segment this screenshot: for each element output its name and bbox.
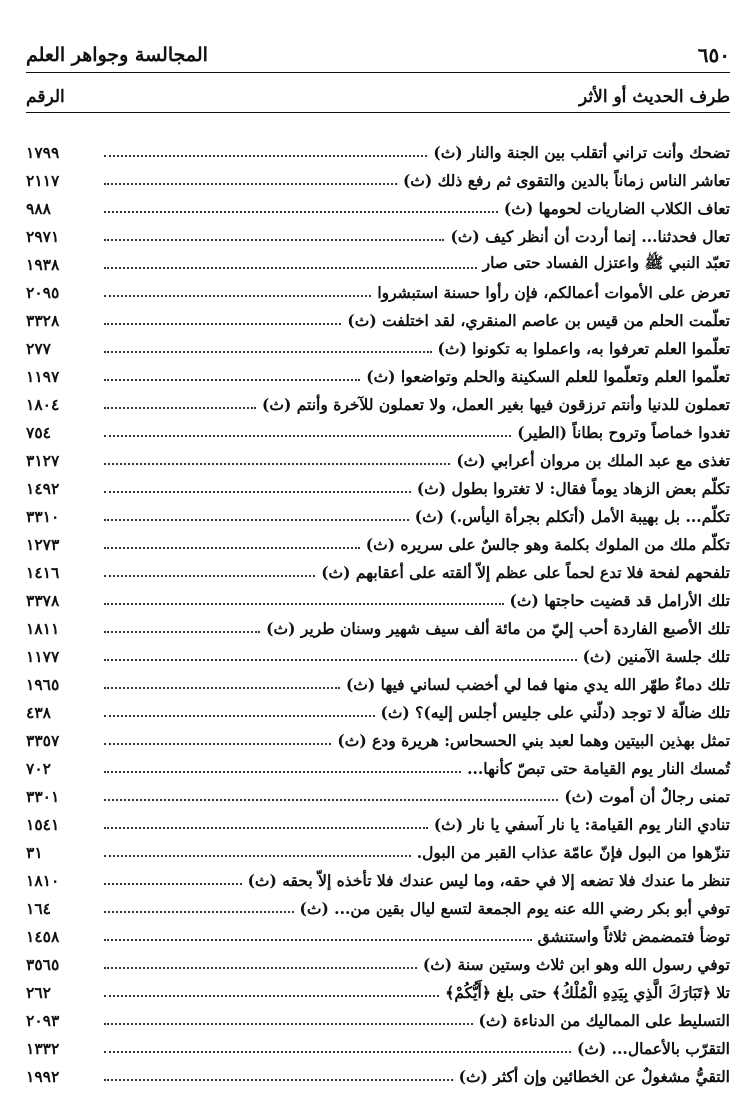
index-row <box>26 754 730 782</box>
dot-leader <box>104 575 315 577</box>
index-row <box>26 362 730 390</box>
reference-number: ١١٩٧ <box>26 366 60 386</box>
dot-leader <box>104 463 450 465</box>
dot-leader <box>104 519 409 521</box>
hadith-text: تلا ﴿تَبَارَكَ الَّذِي بِيَدِهِ الْمُلْكُ﴾ حتى بلغ ﴿أَيُّكُمْ﴾ <box>445 982 730 1002</box>
dot-leader <box>104 1023 473 1025</box>
reference-number: ١٤٩٢ <box>26 478 60 498</box>
hadith-text: تلك الأصبع الفاردة أحب إليّ من مائة ألف سيف شهير وسنان طرير (ث) <box>266 618 730 638</box>
reference-number: ١٢٧٣ <box>26 534 60 554</box>
column-headers <box>26 82 730 113</box>
hadith-text: تمثل بهذين البيتين وهما لعبد بني الحسحاس: هريرة ودع (ث) <box>337 730 730 750</box>
hadith-text: تلفحهم لفحة فلا تدع لحماً على عظم إلاّ ألقته على أعقابهم (ث) <box>321 562 730 582</box>
index-row <box>26 586 730 614</box>
index-row <box>26 446 730 474</box>
reference-number: ١١٧٧ <box>26 646 60 666</box>
hadith-text: التسليط على المماليك من الدناءة (ث) <box>478 1010 730 1030</box>
hadith-text: تعملون للدنيا وأنتم ترزقون فيها بغير العمل، ولا تعملون للآخرة وأنتم (ث) <box>262 394 730 414</box>
dot-leader <box>104 295 371 297</box>
index-row <box>26 502 730 530</box>
dot-leader <box>104 351 432 353</box>
dot-leader <box>104 211 498 213</box>
dot-leader <box>104 687 340 689</box>
dot-leader <box>104 911 294 913</box>
reference-number: ١٤١٦ <box>26 562 60 582</box>
reference-number: ٧٠٢ <box>26 758 51 778</box>
reference-number: ١٨١٠ <box>26 870 60 890</box>
reference-number: ٣٥٦٥ <box>26 954 60 974</box>
hadith-text: التقرّب بالأعمال... (ث) <box>576 1038 730 1058</box>
page-header <box>26 38 730 73</box>
dot-leader <box>104 855 411 857</box>
index-row <box>26 838 730 866</box>
dot-leader <box>104 323 341 325</box>
index-row <box>26 474 730 502</box>
dot-leader <box>104 631 260 633</box>
dot-leader <box>104 379 360 381</box>
reference-number: ٣٣٧٨ <box>26 590 60 610</box>
index-row <box>26 642 730 670</box>
dot-leader <box>104 267 477 269</box>
dot-leader <box>104 547 360 549</box>
dot-leader <box>104 771 461 773</box>
dot-leader <box>104 603 504 605</box>
page-number: ٦٥٠ <box>697 43 730 67</box>
reference-number: ٢٠٩٥ <box>26 282 60 302</box>
reference-number: ١٦٤ <box>26 898 51 918</box>
hadith-text: تعلّموا العلم وتعلّموا للعلم السكينة والحلم وتواضعوا (ث) <box>366 366 730 386</box>
index-row <box>26 418 730 446</box>
index-row <box>26 166 730 194</box>
reference-number: ٣١ <box>26 842 43 862</box>
dot-leader <box>104 715 375 717</box>
dot-leader <box>104 995 439 997</box>
index-row <box>26 334 730 362</box>
index-row <box>26 194 730 222</box>
index-row <box>26 922 730 950</box>
hadith-text: تعلّموا العلم تعرفوا به، واعملوا به تكونوا (ث) <box>437 338 730 358</box>
dot-leader <box>104 183 397 185</box>
index-row <box>26 698 730 726</box>
reference-number: ٢٠٩٣ <box>26 1010 60 1030</box>
index-row <box>26 1062 730 1090</box>
reference-number: ٩٨٨ <box>26 198 51 218</box>
hadith-text: تكلّم ملك من الملوك بكلمة وهو جالسٌ على سريره (ث) <box>365 534 730 554</box>
dot-leader <box>104 827 428 829</box>
hadith-text: تمنى رجالٌ أن أموت (ث) <box>564 786 730 806</box>
index-row <box>26 530 730 558</box>
hadith-text: تعاف الكلاب الضاريات لحومها (ث) <box>503 198 730 218</box>
hadith-text: تعلّمت الحلم من قيس بن عاصم المنقري، لقد اختلفت (ث) <box>347 310 730 330</box>
dot-leader <box>104 155 427 157</box>
index-row <box>26 138 730 166</box>
dot-leader <box>104 743 331 745</box>
dot-leader <box>104 435 511 437</box>
reference-number: ١٩٦٥ <box>26 674 60 694</box>
dot-leader <box>104 659 577 661</box>
reference-number: ١٨١١ <box>26 618 60 638</box>
hadith-text: تنظر ما عندك فلا تضعه إلا في حقه، وما ليس عندك فلا تأخذه إلاّ بحقه (ث) <box>247 870 730 890</box>
hadith-text: تلك جلسة الآمنين (ث) <box>582 646 730 666</box>
reference-number: ٣٣١٠ <box>26 506 60 526</box>
reference-number: ٣٣٢٨ <box>26 310 60 330</box>
hadith-text: تعرض على الأموات أعمالكم، فإن رأوا حسنة استبشروا <box>377 282 730 302</box>
dot-leader <box>104 939 532 941</box>
hadith-text: تكلّم... بل بهيبة الأمل (أتكلم بجرأة اليأس.) (ث) <box>414 506 730 526</box>
dot-leader <box>104 883 242 885</box>
index-row <box>26 978 730 1006</box>
index-row <box>26 894 730 922</box>
hadith-text: تُمسك النار يوم القيامة حتى تبصّ كأنها... <box>467 758 730 778</box>
hadith-text: تغدوا خماصاً وتروح بطاناً (الطير) <box>517 422 730 442</box>
reference-number: ١٩٩٢ <box>26 1066 60 1086</box>
hadith-text: تعال فحدثنا... إنما أردت أن أنظر كيف (ث) <box>450 226 730 246</box>
hadith-text: تلك الأرامل قد قضيت حاجتها (ث) <box>509 590 730 610</box>
index-row <box>26 670 730 698</box>
hadith-text: تنادي النار يوم القيامة: يا نار آسفي يا نار (ث) <box>433 814 730 834</box>
reference-number: ١٤٥٨ <box>26 926 60 946</box>
number-column-header: الرقم <box>26 87 65 107</box>
reference-number: ٢١١٧ <box>26 170 60 190</box>
index-row <box>26 1006 730 1034</box>
hadith-text: تغذى مع عبد الملك بن مروان أعرابي (ث) <box>456 450 730 470</box>
index-row <box>26 782 730 810</box>
book-title: المجالسة وجواهر العلم <box>26 44 208 66</box>
hadith-text: تلك دماءٌ طهّر الله يدي منها فما لي أخضب لساني فيها (ث) <box>345 674 730 694</box>
reference-number: ١٨٠٤ <box>26 394 60 414</box>
index-row <box>26 866 730 894</box>
dot-leader <box>104 491 411 493</box>
dot-leader <box>104 1051 571 1053</box>
reference-number: ٢٦٢ <box>26 982 51 1002</box>
reference-number: ١٩٣٨ <box>26 254 60 274</box>
hadith-text: توضأ فتمضمض ثلاثاً واستنشق <box>537 926 730 946</box>
hadith-text: تعبّد النبي ﷺ واعتزل الفساد حتى صار <box>482 252 730 272</box>
reference-number: ٤٣٨ <box>26 702 51 722</box>
index-row <box>26 810 730 838</box>
dot-leader <box>104 239 444 241</box>
reference-number: ١٣٣٢ <box>26 1038 60 1058</box>
dot-leader <box>104 1079 453 1081</box>
index-row <box>26 222 730 250</box>
index-row <box>26 950 730 978</box>
index-row <box>26 278 730 306</box>
index-row <box>26 1034 730 1062</box>
reference-number: ٣٣٠١ <box>26 786 60 806</box>
dot-leader <box>104 407 256 409</box>
hadith-text: تكلّم بعض الزهاد يوماً فقال: لا تغتروا بطول (ث) <box>416 478 730 498</box>
index-list <box>26 138 730 1090</box>
index-row <box>26 614 730 642</box>
index-row <box>26 558 730 586</box>
reference-number: ٧٥٤ <box>26 422 51 442</box>
dot-leader <box>104 799 558 801</box>
reference-number: ١٧٩٩ <box>26 142 60 162</box>
reference-number: ٣٣٥٧ <box>26 730 60 750</box>
text-column-header: طرف الحديث أو الأثر <box>579 87 730 107</box>
index-row <box>26 250 730 278</box>
hadith-text: توفي رسول الله وهو ابن ثلاث وستين سنة (ث) <box>422 954 730 974</box>
reference-number: ٣١٢٧ <box>26 450 60 470</box>
hadith-text: تضحك وأنت تراني أتقلب بين الجنة والنار (ث) <box>433 142 730 162</box>
index-row <box>26 390 730 418</box>
index-row <box>26 306 730 334</box>
hadith-text: تنزّهوا من البول فإنّ عامّة عذاب القبر من البول. <box>416 842 730 862</box>
hadith-text: التقيُّ مشغولٌ عن الخطائين وإن أكثر (ث) <box>458 1066 730 1086</box>
dot-leader <box>104 967 417 969</box>
index-row <box>26 726 730 754</box>
hadith-text: تعاشر الناس زماناً بالدين والتقوى ثم رفع ذلك (ث) <box>402 170 730 190</box>
reference-number: ٢٩٧١ <box>26 226 60 246</box>
hadith-text: توفي أبو بكر رضي الله عنه يوم الجمعة لتسع ليال بقين من... (ث) <box>299 898 730 918</box>
hadith-text: تلك ضالّة لا توجد (دلّني على جليس أجلس إليه)؟ (ث) <box>380 702 730 722</box>
reference-number: ١٥٤١ <box>26 814 60 834</box>
reference-number: ٢٧٧ <box>26 338 51 358</box>
